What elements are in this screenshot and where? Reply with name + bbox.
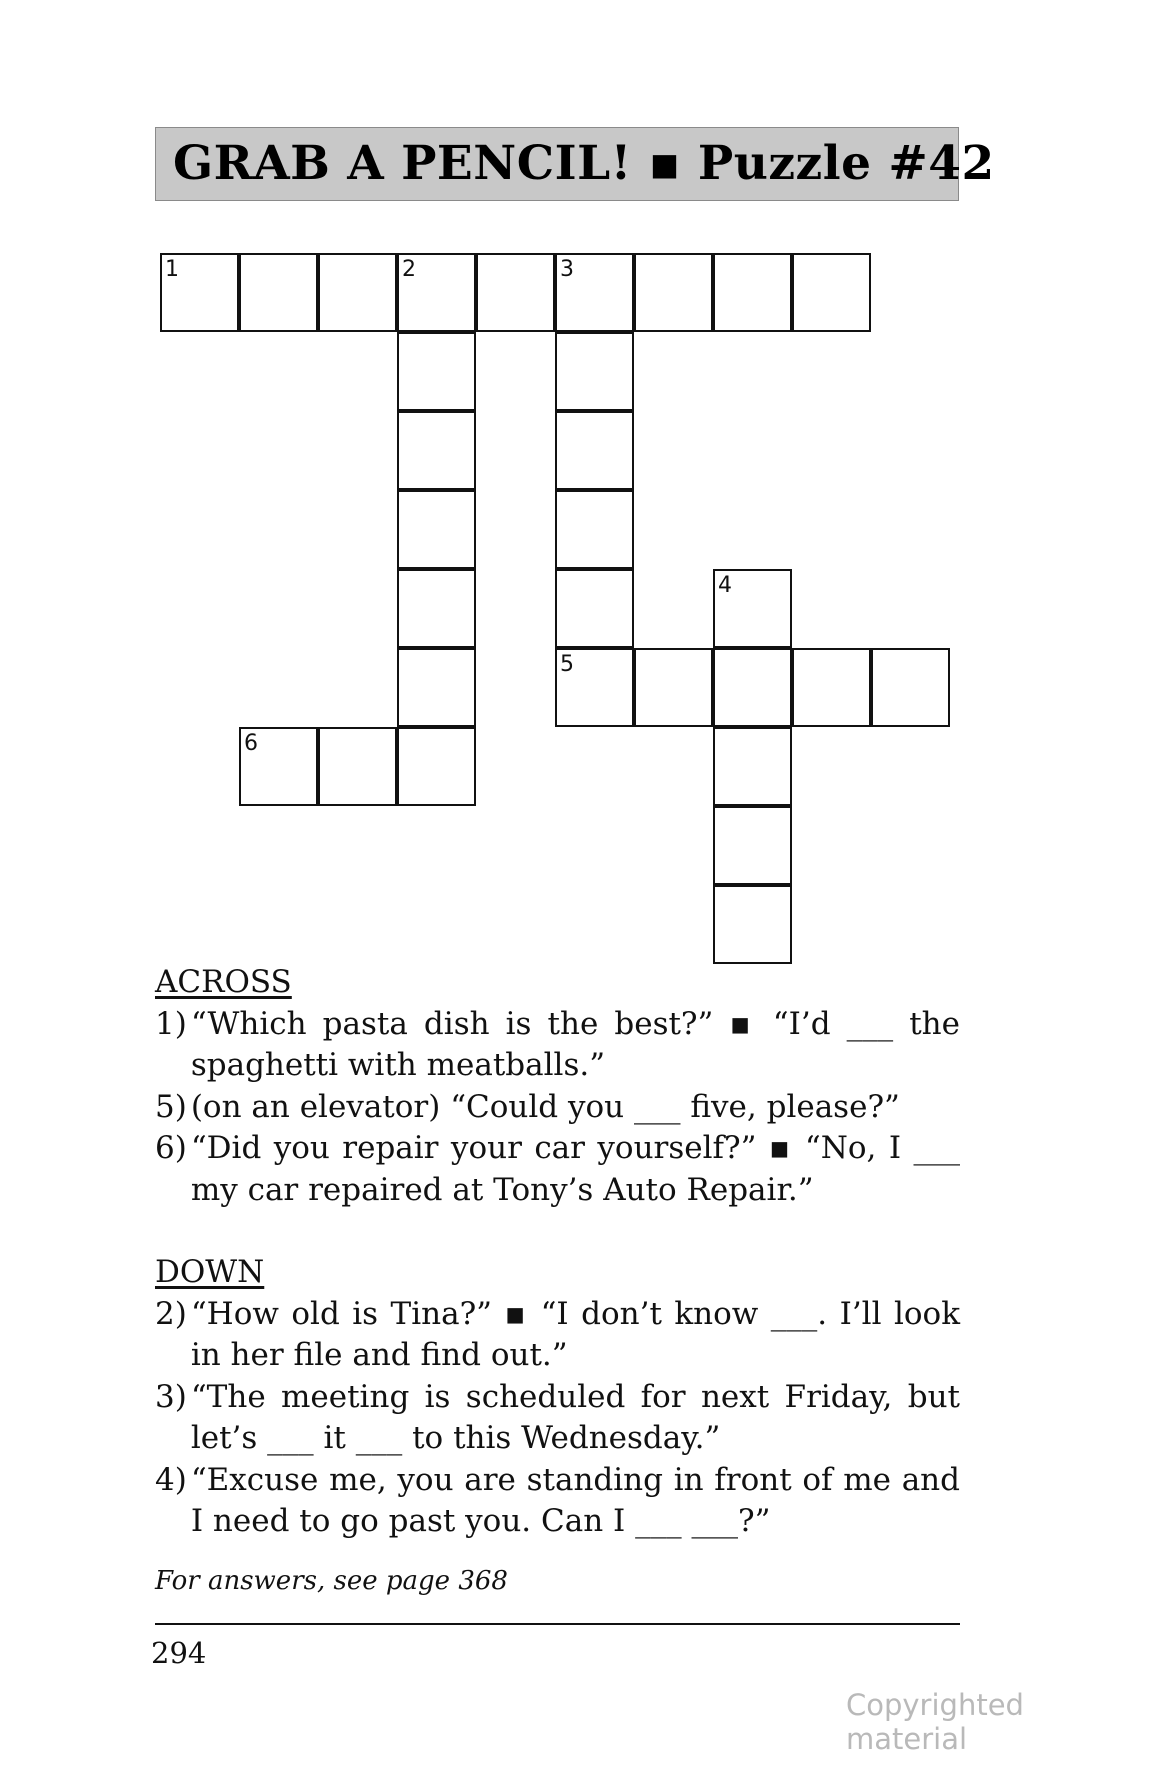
crossword-cell[interactable]: [713, 727, 792, 806]
crossword-cell[interactable]: [397, 648, 476, 727]
crossword-cell[interactable]: [397, 332, 476, 411]
crossword-cell[interactable]: [397, 411, 476, 490]
crossword-cell[interactable]: [713, 885, 792, 964]
clues-section: [155, 962, 960, 1543]
across-clue-6: [155, 1128, 960, 1211]
crossword-cell[interactable]: [318, 253, 397, 332]
crossword-cell[interactable]: [713, 648, 792, 727]
down-clue-2: [155, 1294, 960, 1377]
crossword-cell[interactable]: [792, 253, 871, 332]
crossword-cell[interactable]: [397, 253, 476, 332]
crossword-cell[interactable]: [792, 648, 871, 727]
crossword-cell[interactable]: [713, 806, 792, 885]
clue-text: “Did you repair your car yourself?” ▪ “No, I ___ my car repaired at Tony’s Auto Repair.”: [190, 1130, 960, 1208]
clue-number: 3): [155, 1378, 187, 1415]
copyright-watermark: Copyrighted material: [846, 1688, 1024, 1756]
clue-text: “How old is Tina?” ▪ “I don’t know ___. I’ll look in her file and find out.”: [190, 1295, 960, 1373]
page-number: 294: [151, 1636, 207, 1670]
clue-number: 4): [155, 1461, 187, 1498]
crossword-cell[interactable]: [397, 569, 476, 648]
cell-number: 1: [165, 257, 179, 282]
cell-number: 2: [402, 257, 416, 282]
across-clue-1: [155, 1004, 960, 1087]
puzzle-title-bar: [155, 127, 995, 201]
crossword-cell[interactable]: [555, 411, 634, 490]
crossword-cell[interactable]: [239, 253, 318, 332]
crossword-cell[interactable]: [318, 727, 397, 806]
across-heading: ACROSS: [155, 964, 292, 1000]
cell-number: 5: [560, 652, 574, 677]
down-heading: DOWN: [155, 1254, 265, 1290]
cell-number: 4: [718, 573, 732, 598]
clue-number: 1): [155, 1005, 187, 1042]
crossword-cell[interactable]: [555, 648, 634, 727]
crossword-cell[interactable]: [476, 253, 555, 332]
crossword-grid: [160, 253, 960, 973]
clue-text: “Excuse me, you are standing in front of me and I need to go past you. Can I ___ ___?”: [190, 1461, 960, 1539]
crossword-cell[interactable]: [555, 490, 634, 569]
clue-number: 5): [155, 1088, 187, 1125]
down-clue-3: [155, 1377, 960, 1460]
crossword-cell[interactable]: [871, 648, 950, 727]
cell-number: 3: [560, 257, 574, 282]
crossword-cell[interactable]: [555, 332, 634, 411]
across-clue-list: [155, 1004, 960, 1212]
footer-divider: [155, 1623, 960, 1625]
clue-text: (on an elevator) “Could you ___ five, please?”: [190, 1088, 900, 1125]
answers-note: For answers, see page 368: [155, 1566, 508, 1596]
across-clue-5: [155, 1087, 960, 1129]
clue-text: “The meeting is scheduled for next Friday, but let’s ___ it ___ to this Wednesday.”: [190, 1378, 960, 1456]
crossword-cell[interactable]: [397, 727, 476, 806]
crossword-cell[interactable]: [555, 253, 634, 332]
cell-number: 6: [244, 731, 258, 756]
down-clue-4: [155, 1460, 960, 1543]
puzzle-title: GRAB A PENCIL! ▪ Puzzle #42: [173, 136, 995, 191]
down-clue-list: [155, 1294, 960, 1543]
crossword-cell[interactable]: [713, 253, 792, 332]
crossword-cell[interactable]: [634, 648, 713, 727]
crossword-cell[interactable]: [160, 253, 239, 332]
crossword-cell[interactable]: [634, 253, 713, 332]
clue-text: “Which pasta dish is the best?” ▪ “I’d ___ the spaghetti with meatballs.”: [190, 1005, 960, 1083]
crossword-cell[interactable]: [239, 727, 318, 806]
crossword-cell[interactable]: [713, 569, 792, 648]
crossword-cell[interactable]: [397, 490, 476, 569]
clue-number: 2): [155, 1295, 187, 1332]
clue-number: 6): [155, 1130, 187, 1166]
crossword-cell[interactable]: [555, 569, 634, 648]
